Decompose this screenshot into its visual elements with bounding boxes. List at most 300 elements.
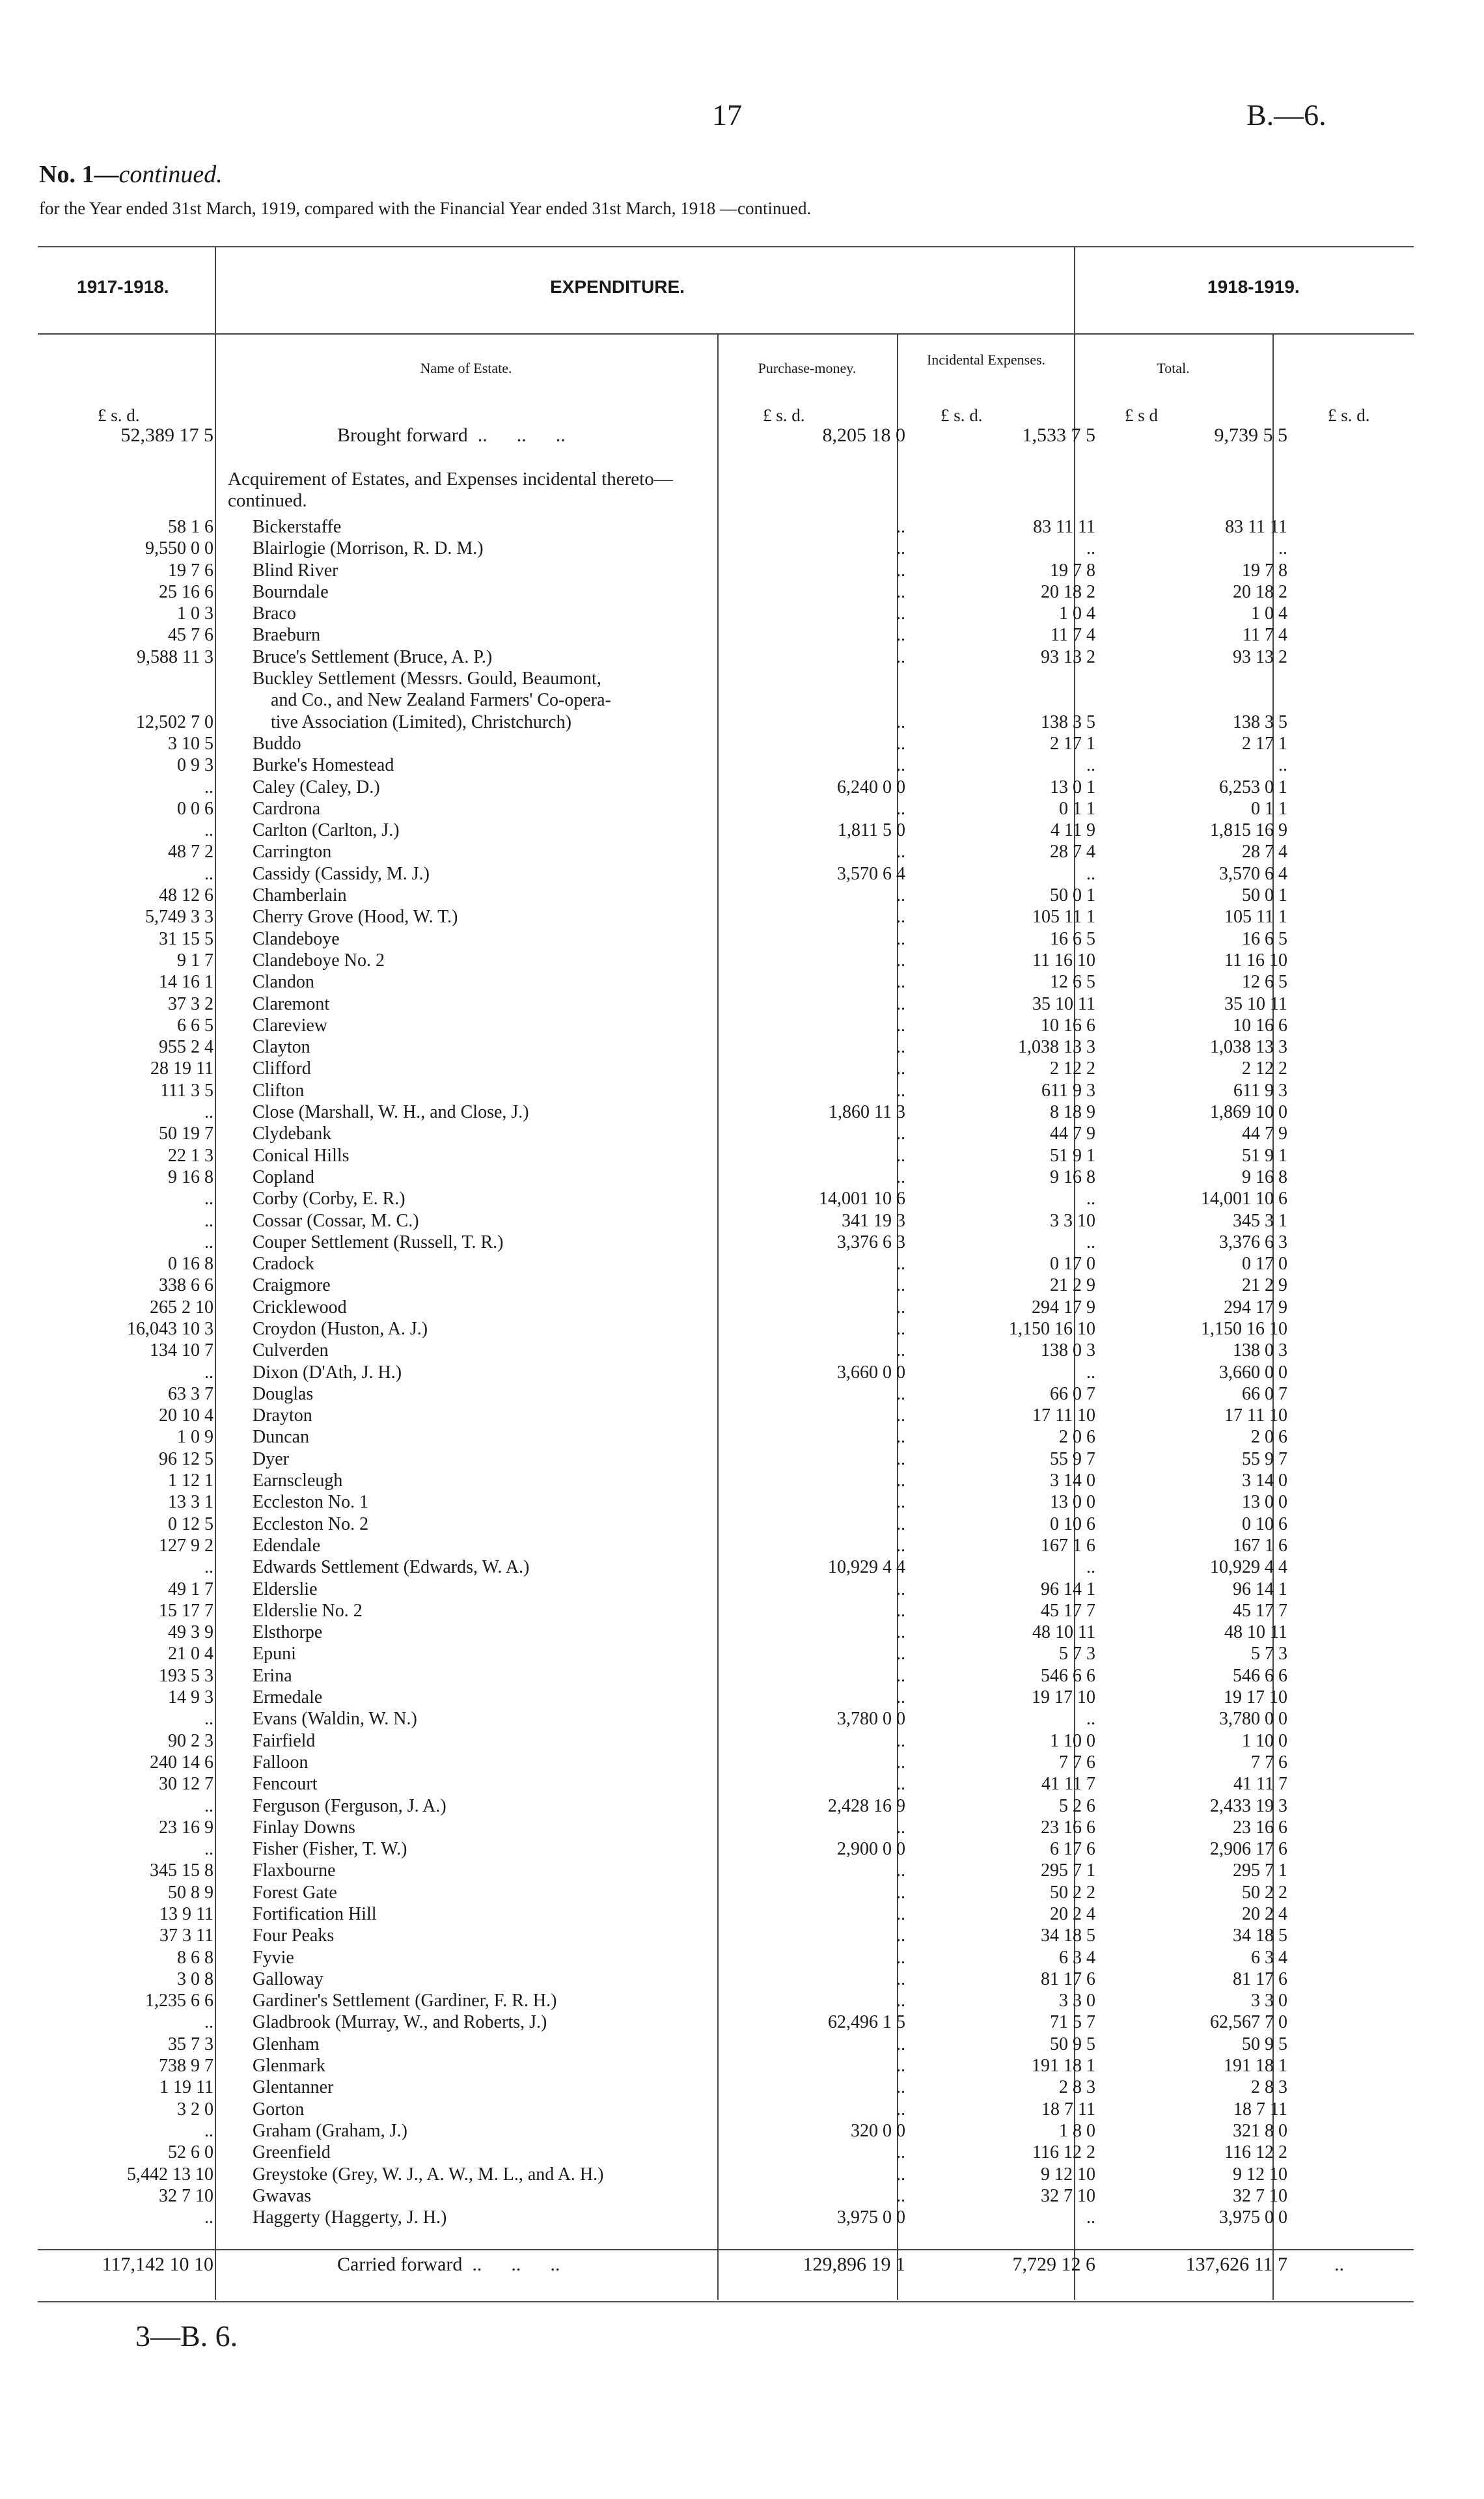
amount-1917: 35 7 3 [168, 2034, 213, 2054]
table-row [38, 1058, 1414, 1079]
purchase-money: .. [896, 1991, 905, 2011]
unit-incidental: £ s. d. [941, 406, 983, 425]
amount-1917: 49 1 7 [168, 1579, 213, 1599]
total-1918-1919: 1,150 16 10 [1201, 1318, 1287, 1339]
total-1918-1919: 2,433 19 3 [1210, 1795, 1287, 1816]
total-1918-1919: 3 14 0 [1242, 1470, 1287, 1491]
table-row [38, 950, 1414, 971]
purchase-money: .. [896, 1448, 905, 1469]
estate-name: Blind River [253, 560, 338, 581]
total-1918-1919: 44 7 9 [1242, 1124, 1287, 1144]
purchase-money: .. [896, 1383, 905, 1404]
table-row [38, 1340, 1414, 1361]
total-1918-1919: 11 7 4 [1243, 625, 1287, 646]
table-row [38, 1145, 1414, 1167]
total-1918-1919: .. [1278, 755, 1287, 776]
total-1918-1919: 35 10 11 [1224, 993, 1287, 1014]
table-row [38, 1708, 1414, 1730]
table-row [38, 885, 1414, 906]
amount-1917: 37 3 11 [159, 1926, 213, 1946]
purchase-money: .. [896, 885, 905, 906]
estate-name: Elderslie [253, 1579, 318, 1599]
table-row [38, 1730, 1414, 1752]
unit-right: £ s. d. [1328, 406, 1370, 425]
amount-1917: 345 15 8 [150, 1860, 213, 1881]
estate-name: Eccleston No. 2 [253, 1513, 369, 1534]
amount-1917: 50 8 9 [168, 1882, 213, 1903]
table-row [38, 1318, 1414, 1340]
estate-name: Forest Gate [253, 1882, 337, 1903]
total-1918-1919: 5 7 3 [1251, 1644, 1287, 1664]
carried-forward-1919: .. [1334, 2254, 1344, 2275]
amount-1917: .. [204, 1189, 213, 1209]
page-signature: 3—B. 6. [135, 2319, 238, 2353]
incidental-expenses: 138 3 5 [1041, 711, 1095, 732]
incidental-expenses: 20 18 2 [1041, 581, 1095, 602]
incidental-expenses: 105 11 1 [1032, 907, 1095, 928]
estate-name: Couper Settlement (Russell, T. R.) [253, 1232, 504, 1252]
incidental-expenses: 0 10 6 [1050, 1513, 1095, 1534]
incidental-expenses: 51 9 1 [1050, 1145, 1095, 1166]
amount-1917: 48 12 6 [159, 885, 213, 906]
purchase-money: .. [896, 1340, 905, 1361]
table-row [38, 1232, 1414, 1253]
total-1918-1919: 1,038 13 3 [1210, 1037, 1287, 1058]
amount-1917: 12,502 7 0 [136, 711, 213, 732]
amount-1917: 9,588 11 3 [137, 646, 213, 667]
amount-1917: 16,043 10 3 [127, 1318, 213, 1339]
table-row [38, 1535, 1414, 1556]
total-1918-1919: 83 11 11 [1225, 517, 1287, 537]
purchase-money: .. [896, 1470, 905, 1491]
incidental-expenses: 41 11 7 [1041, 1774, 1095, 1795]
estate-name: Glenham [253, 2034, 320, 2054]
purchase-money: .. [896, 1124, 905, 1144]
table-row [38, 1448, 1414, 1470]
purchase-money: .. [896, 1058, 905, 1079]
purchase-money: .. [896, 1318, 905, 1339]
purchase-money: .. [896, 1535, 905, 1556]
estate-name: Earnscleugh [253, 1470, 343, 1491]
amount-1917: 9 16 8 [168, 1167, 213, 1187]
estate-name: Croydon (Huston, A. J.) [253, 1318, 428, 1339]
total-1918-1919: 0 1 1 [1251, 798, 1287, 819]
total-1918-1919: 321 8 0 [1233, 2120, 1287, 2141]
table-row [38, 668, 1414, 689]
table-row [38, 1687, 1414, 1708]
incidental-expenses: 7 7 6 [1059, 1752, 1095, 1773]
incidental-expenses: 294 17 9 [1032, 1297, 1095, 1318]
estate-name: Clydebank [253, 1124, 332, 1144]
total-1918-1919: 10,929 4 4 [1210, 1557, 1287, 1578]
incidental-expenses: 21 2 9 [1050, 1275, 1095, 1296]
purchase-money: 14,001 10 6 [819, 1189, 905, 1209]
purchase-money: .. [896, 1774, 905, 1795]
incidental-expenses: 6 3 4 [1059, 1947, 1095, 1968]
incidental-expenses: 0 1 1 [1059, 798, 1095, 819]
estate-name: Clifton [253, 1080, 305, 1101]
carried-forward-label: Carried forward .. .. .. [337, 2254, 560, 2275]
total-1918-1919: 1,869 10 0 [1210, 1102, 1287, 1123]
table-row [38, 1903, 1414, 1925]
estate-rows [38, 516, 1414, 2228]
section-title: Acquirement of Estates, and Expenses incidental thereto—continued. [228, 469, 673, 511]
brought-forward-incidental: 1,533 7 5 [1022, 424, 1095, 446]
total-1918-1919: 32 7 10 [1233, 2185, 1287, 2206]
incidental-expenses: 1 8 0 [1059, 2120, 1095, 2141]
purchase-money: .. [896, 1427, 905, 1448]
incidental-expenses: 83 11 11 [1033, 517, 1095, 537]
table-row [38, 1925, 1414, 1946]
total-1918-1919: 20 2 4 [1242, 1904, 1287, 1924]
incidental-expenses: 48 10 11 [1032, 1622, 1095, 1643]
purchase-money: .. [896, 2164, 905, 2185]
incidental-expenses: 50 9 5 [1050, 2034, 1095, 2054]
incidental-expenses: .. [1086, 2207, 1095, 2228]
incidental-expenses: 11 7 4 [1051, 625, 1095, 646]
incidental-expenses: 34 18 5 [1041, 1926, 1095, 1946]
total-1918-1919: 0 17 0 [1242, 1254, 1287, 1275]
amount-1917: 738 9 7 [159, 2056, 213, 2077]
purchase-money: .. [896, 2099, 905, 2119]
estate-name: Glentanner [253, 2077, 334, 2098]
total-1918-1919: 9 12 10 [1233, 2164, 1287, 2185]
amount-1917: 45 7 6 [168, 625, 213, 646]
estate-name: Cossar (Cossar, M. C.) [253, 1210, 419, 1231]
estate-name: Finlay Downs [253, 1817, 355, 1838]
brought-forward-1917: 52,389 17 5 [120, 424, 213, 446]
amount-1917: .. [204, 1232, 213, 1252]
table-row [38, 1253, 1414, 1275]
purchase-money: .. [896, 1145, 905, 1166]
total-1918-1919: 6,253 0 1 [1219, 777, 1287, 797]
estate-name: Braeburn [253, 625, 321, 646]
amount-1917: 58 1 6 [168, 517, 213, 537]
incidental-expenses: 9 16 8 [1050, 1167, 1095, 1187]
incidental-expenses: 3 3 0 [1059, 1991, 1095, 2011]
total-1918-1919: 3,660 0 0 [1219, 1362, 1287, 1383]
amount-1917: 1 19 11 [159, 2077, 213, 2098]
estate-name: Gladbrook (Murray, W., and Roberts, J.) [253, 2012, 547, 2033]
incidental-expenses: 28 7 4 [1050, 842, 1095, 863]
incidental-expenses: 23 16 6 [1041, 1817, 1095, 1838]
estate-name: Ferguson (Ferguson, J. A.) [253, 1795, 447, 1816]
purchase-money: 341 19 3 [842, 1210, 905, 1231]
purchase-money: 3,780 0 0 [837, 1709, 905, 1730]
amount-1917: 1 0 9 [177, 1427, 213, 1448]
incidental-expenses: 2 12 2 [1050, 1058, 1095, 1079]
table-row [38, 2077, 1414, 2098]
table-row [38, 1080, 1414, 1101]
purchase-money: 2,428 16 9 [828, 1795, 905, 1816]
total-1918-1919: 14,001 10 6 [1201, 1189, 1287, 1209]
table-row [38, 560, 1414, 581]
table-row [38, 1101, 1414, 1123]
estate-name: Haggerty (Haggerty, J. H.) [253, 2207, 447, 2228]
amount-1917: 3 2 0 [177, 2099, 213, 2119]
estate-name: Cricklewood [253, 1297, 347, 1318]
table-row [38, 1275, 1414, 1296]
table-row [38, 1817, 1414, 1838]
estate-name: Gwavas [253, 2185, 312, 2206]
total-1918-1919: 21 2 9 [1242, 1275, 1287, 1296]
total-1918-1919: 0 10 6 [1242, 1513, 1287, 1534]
total-1918-1919: 66 0 7 [1242, 1383, 1287, 1404]
purchase-money: .. [896, 1405, 905, 1426]
table-row [38, 928, 1414, 950]
table-row [38, 1470, 1414, 1491]
amount-1917: 955 2 4 [159, 1037, 213, 1058]
estate-name: Duncan [253, 1427, 310, 1448]
total-1918-1919: 23 16 6 [1233, 1817, 1287, 1838]
purchase-money: 320 0 0 [851, 2120, 905, 2141]
estate-name: Falloon [253, 1752, 309, 1773]
incidental-expenses: 611 9 3 [1041, 1080, 1095, 1101]
total-1918-1919: 1,815 16 9 [1210, 820, 1287, 841]
estate-name: Copland [253, 1167, 314, 1187]
estate-name: Cardrona [253, 798, 321, 819]
amount-1917: 1,235 6 6 [145, 1991, 213, 2011]
amount-1917: 32 7 10 [159, 2185, 213, 2206]
unit-purchase: £ s. d. [763, 406, 805, 425]
estate-name: Bourndale [253, 581, 329, 602]
incidental-expenses: .. [1086, 1362, 1095, 1383]
amount-1917: 0 9 3 [177, 755, 213, 776]
estate-name: Fyvie [253, 1947, 294, 1968]
total-1918-1919: 81 17 6 [1233, 1968, 1287, 1989]
purchase-money: .. [896, 603, 905, 624]
estate-name: Greystoke (Grey, W. J., A. W., M. L., and A. H.) [253, 2164, 604, 2185]
purchase-money: .. [896, 1579, 905, 1599]
total-1918-1919: 93 13 2 [1233, 646, 1287, 667]
incidental-expenses: 93 13 2 [1041, 646, 1095, 667]
brought-forward-label: Brought forward .. .. .. [337, 424, 566, 446]
incidental-expenses: 116 12 2 [1032, 2142, 1095, 2163]
column-header-expenditure: EXPENDITURE. [550, 277, 685, 297]
amount-1917: 96 12 5 [159, 1448, 213, 1469]
purchase-money: 6,240 0 0 [837, 777, 905, 797]
purchase-money: .. [896, 1492, 905, 1513]
total-1918-1919: 11 16 10 [1224, 950, 1287, 971]
purchase-money: .. [896, 625, 905, 646]
total-1918-1919: 96 14 1 [1233, 1579, 1287, 1599]
table-row [38, 2055, 1414, 2077]
incidental-expenses: 96 14 1 [1041, 1579, 1095, 1599]
incidental-expenses: 5 7 3 [1059, 1644, 1095, 1664]
total-1918-1919: 345 3 1 [1233, 1210, 1287, 1231]
amount-1917: 21 0 4 [168, 1644, 213, 1664]
incidental-expenses: 1,150 16 10 [1009, 1318, 1095, 1339]
total-1918-1919: .. [1278, 538, 1287, 559]
purchase-money: .. [896, 1622, 905, 1643]
estate-name: Douglas [253, 1383, 314, 1404]
incidental-expenses: 6 17 6 [1050, 1839, 1095, 1860]
total-1918-1919: 294 17 9 [1224, 1297, 1287, 1318]
estate-name: Evans (Waldin, W. N.) [253, 1709, 417, 1730]
header-rule [38, 333, 1414, 335]
amount-1917: .. [204, 1709, 213, 1730]
estate-name: and Co., and New Zealand Farmers' Co-opera- [253, 690, 611, 711]
total-1918-1919: 48 10 11 [1224, 1622, 1287, 1643]
incidental-expenses: 66 0 7 [1050, 1383, 1095, 1404]
estate-name: Fisher (Fisher, T. W.) [253, 1839, 407, 1860]
purchase-money: .. [896, 993, 905, 1014]
total-1918-1919: 13 0 0 [1242, 1492, 1287, 1513]
amount-1917: .. [204, 863, 213, 884]
amount-1917: 5,442 13 10 [127, 2164, 213, 2185]
table-row [38, 2185, 1414, 2207]
purchase-money: .. [896, 972, 905, 993]
purchase-money: .. [896, 1015, 905, 1036]
table-row [38, 711, 1414, 733]
total-1918-1919: 17 11 10 [1224, 1405, 1287, 1426]
purchase-money: 3,660 0 0 [837, 1362, 905, 1383]
estate-name: Corby (Corby, E. R.) [253, 1189, 405, 1209]
table-row [38, 993, 1414, 1015]
estate-name: Caley (Caley, D.) [253, 777, 380, 797]
total-1918-1919: 2 0 6 [1251, 1427, 1287, 1448]
purchase-money: .. [896, 1297, 905, 1318]
total-1918-1919: 10 16 6 [1233, 1015, 1287, 1036]
purchase-money: .. [896, 1513, 905, 1534]
total-1918-1919: 2 8 3 [1251, 2077, 1287, 2098]
amount-1917: 8 6 8 [177, 1947, 213, 1968]
total-1918-1919: 3,376 6 3 [1219, 1232, 1287, 1252]
total-1918-1919: 138 3 5 [1233, 711, 1287, 732]
total-1918-1919: 3,570 6 4 [1219, 863, 1287, 884]
purchase-money: .. [896, 842, 905, 863]
column-header-incidental: Incidental Expenses. [926, 352, 1046, 368]
total-1918-1919: 2 12 2 [1242, 1058, 1287, 1079]
table-row [38, 1643, 1414, 1664]
total-1918-1919: 50 9 5 [1242, 2034, 1287, 2054]
incidental-expenses: 71 5 7 [1050, 2012, 1095, 2033]
total-1918-1919: 51 9 1 [1242, 1145, 1287, 1166]
column-header-1917: 1917-1918. [77, 277, 169, 297]
purchase-money: .. [896, 517, 905, 537]
incidental-expenses: 50 2 2 [1050, 1882, 1095, 1903]
purchase-money: 1,811 5 0 [838, 820, 905, 841]
total-1918-1919: 1 10 0 [1242, 1730, 1287, 1751]
purchase-money: 62,496 1 5 [828, 2012, 905, 2033]
incidental-expenses: .. [1086, 1232, 1095, 1252]
estate-name: Carrington [253, 842, 332, 863]
amount-1917: 28 19 11 [150, 1058, 213, 1079]
total-1918-1919: 546 6 6 [1233, 1665, 1287, 1686]
estate-name: Erina [253, 1665, 292, 1686]
estate-name: Fencourt [253, 1774, 318, 1795]
total-1918-1919: 191 18 1 [1224, 2056, 1287, 2077]
amount-1917: 23 16 9 [159, 1817, 213, 1838]
page-number: 17 [712, 98, 742, 131]
amount-1917: 240 14 6 [150, 1752, 213, 1773]
purchase-money: .. [896, 1817, 905, 1838]
estate-name: Four Peaks [253, 1926, 335, 1946]
total-1918-1919: 2 17 1 [1242, 733, 1287, 754]
incidental-expenses: 18 7 11 [1041, 2099, 1095, 2119]
amount-1917: .. [204, 820, 213, 841]
purchase-money: .. [896, 950, 905, 971]
incidental-expenses: .. [1086, 863, 1095, 884]
total-1918-1919: 3 3 0 [1251, 1991, 1287, 2011]
table-row [38, 863, 1414, 885]
estate-name: Fairfield [253, 1730, 316, 1751]
amount-1917: 0 12 5 [168, 1513, 213, 1534]
amount-1917: .. [204, 1557, 213, 1578]
estate-name: Flaxbourne [253, 1860, 336, 1881]
purchase-money: .. [896, 1275, 905, 1296]
amount-1917: 5,749 3 3 [145, 907, 213, 928]
estate-name: Elderslie No. 2 [253, 1600, 363, 1621]
total-1918-1919: 1 0 4 [1251, 603, 1287, 624]
amount-1917: 9,550 0 0 [145, 538, 213, 559]
purchase-money: .. [896, 1752, 905, 1773]
table-row [38, 1210, 1414, 1232]
total-1918-1919: 6 3 4 [1251, 1947, 1287, 1968]
purchase-money: .. [896, 1644, 905, 1664]
estate-name: Fortification Hill [253, 1904, 377, 1924]
table-row [38, 1297, 1414, 1318]
amount-1917: 30 12 7 [159, 1774, 213, 1795]
amount-1917: 22 1 3 [168, 1145, 213, 1166]
estate-name: Craigmore [253, 1275, 331, 1296]
incidental-expenses: 167 1 6 [1041, 1535, 1095, 1556]
document-reference: B.—6. [1246, 98, 1326, 131]
amount-1917: 0 16 8 [168, 1254, 213, 1275]
table-row [38, 689, 1414, 711]
total-1918-1919: 16 6 5 [1242, 928, 1287, 949]
purchase-money: .. [896, 1167, 905, 1187]
purchase-money: .. [896, 1926, 905, 1946]
table-number [39, 160, 223, 189]
estate-name: Cassidy (Cassidy, M. J.) [253, 863, 430, 884]
estate-name: Clareview [253, 1015, 328, 1036]
amount-1917: .. [204, 2120, 213, 2141]
estate-name: Ermedale [253, 1687, 323, 1708]
purchase-money: .. [896, 711, 905, 732]
total-1918-1919: 50 0 1 [1242, 885, 1287, 906]
purchase-money: 3,975 0 0 [837, 2207, 905, 2228]
total-1918-1919: 12 6 5 [1242, 972, 1287, 993]
purchase-money: .. [896, 560, 905, 581]
amount-1917: 3 10 5 [168, 733, 213, 754]
amount-1917: .. [204, 1102, 213, 1123]
amount-1917: 20 10 4 [159, 1405, 213, 1426]
amount-1917: 48 7 2 [168, 842, 213, 863]
unit-left: £ s. d. [98, 406, 140, 425]
table-row [38, 1968, 1414, 1990]
estate-name: Dyer [253, 1448, 289, 1469]
amount-1917: .. [204, 1795, 213, 1816]
incidental-expenses: 2 17 1 [1050, 733, 1095, 754]
table-row [38, 2142, 1414, 2163]
incidental-expenses: 8 18 9 [1050, 1102, 1095, 1123]
purchase-money: .. [896, 733, 905, 754]
table-row [38, 1600, 1414, 1622]
carried-forward-total: 137,626 11 7 [1185, 2254, 1287, 2275]
table-row [38, 1426, 1414, 1448]
total-1918-1919: 2,906 17 6 [1210, 1839, 1287, 1860]
purchase-money: .. [896, 2056, 905, 2077]
amount-1917: 52 6 0 [168, 2142, 213, 2163]
total-1918-1919: 62,567 7 0 [1210, 2012, 1287, 2033]
incidental-expenses: 1 0 4 [1059, 603, 1095, 624]
purchase-money: .. [896, 1687, 905, 1708]
purchase-money: .. [896, 907, 905, 928]
incidental-expenses: 1 10 0 [1050, 1730, 1095, 1751]
estate-name: Eccleston No. 1 [253, 1492, 369, 1513]
table-number-suffix: continued. [118, 161, 223, 188]
